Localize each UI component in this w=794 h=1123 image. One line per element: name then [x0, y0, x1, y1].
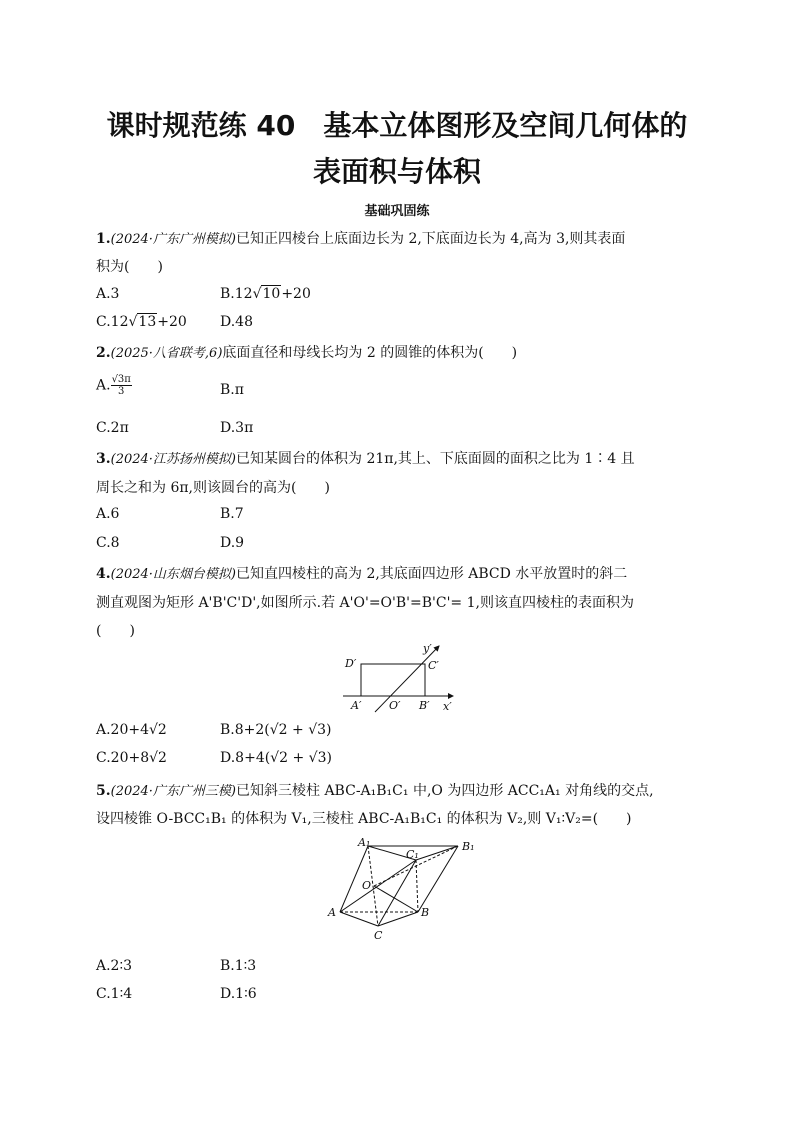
label-b: B — [421, 906, 430, 919]
rectangle-abcd — [361, 664, 425, 696]
label-c: C — [374, 929, 383, 942]
option-b-radicand: 10 — [262, 286, 281, 302]
label-c: C′ — [428, 659, 439, 672]
question-5-option-d: D.1∶6 — [220, 986, 257, 1002]
edge-ob — [374, 886, 418, 912]
question-1-line-2: 积为( ) — [96, 259, 163, 275]
question-5-text: 已知斜三棱柱 ABC-A₁B₁C₁ 中,O 为四边形 ACC₁A₁ 对角线的交点, — [236, 783, 654, 799]
question-4-line-3: ( ) — [96, 623, 135, 639]
question-4-option-c: C.20+8√2 — [96, 750, 167, 766]
question-5-option-a: A.2∶3 — [96, 958, 133, 974]
question-4-option-d: D.8+4(√2 + √3) — [220, 750, 332, 766]
question-1-option-a: A.3 — [96, 286, 120, 302]
label-x: x′ — [443, 700, 452, 713]
question-3-line-2: 周长之和为 6π,则该圆台的高为( ) — [96, 480, 330, 496]
oblique-prism-figure — [320, 836, 480, 946]
question-2-option-b: B.π — [220, 382, 244, 398]
question-3-option-a: A.6 — [96, 506, 120, 522]
option-c-coef: C.12 — [96, 314, 129, 330]
question-1-number: 1. — [96, 231, 111, 247]
edge-cb — [378, 912, 418, 926]
edge-cc1 — [378, 860, 416, 926]
question-2-option-a — [96, 374, 132, 397]
question-5-option-c: C.1∶4 — [96, 986, 133, 1002]
question-1-option-c: C.12√13+20 — [96, 314, 187, 330]
fraction-numerator: √3π — [111, 374, 131, 385]
edge-c1b1 — [416, 846, 458, 860]
question-1-text: 已知正四棱台上底面边长为 2,下底面边长为 4,高为 3,则其表面 — [236, 231, 626, 247]
question-3-line-1 — [96, 448, 635, 468]
question-2-number: 2. — [96, 345, 111, 361]
question-5-line-2: 设四棱锥 O-BCC₁B₁ 的体积为 V₁,三棱柱 ABC-A₁B₁C₁ 的体积为 V₂,则 V₁∶V₂=( ) — [96, 811, 632, 827]
question-5-line-1 — [96, 780, 654, 800]
question-4-source: (2024·山东烟台模拟) — [110, 567, 236, 582]
question-1-line-1 — [96, 228, 625, 248]
option-b-tail: +20 — [281, 286, 311, 302]
question-4-text: 已知直四棱柱的高为 2,其底面四边形 ABCD 水平放置时的斜二 — [236, 566, 628, 582]
label-d: D′ — [345, 657, 357, 670]
question-3-source: (2024·江苏扬州模拟) — [110, 452, 236, 467]
option-c-radicand: 13 — [138, 314, 157, 330]
question-2-line-1 — [96, 342, 517, 362]
question-2-option-d: D.3π — [220, 420, 254, 436]
label-a1: A₁ — [358, 836, 371, 849]
label-b: B′ — [419, 699, 430, 712]
page-title-line-2: 表面积与体积 — [312, 155, 481, 188]
question-5-option-b: B.1∶3 — [220, 958, 257, 974]
question-2-option-c: C.2π — [96, 420, 129, 436]
label-a: A′ — [351, 699, 362, 712]
question-3-number: 3. — [96, 451, 111, 467]
edge-ac — [340, 912, 378, 926]
question-4-option-b: B.8+2(√2 + √3) — [220, 722, 332, 738]
label-o: O — [362, 879, 372, 892]
question-4-option-a: A.20+4√2 — [96, 722, 167, 738]
question-3-text: 已知某圆台的体积为 21π,其上、下底面圆的面积之比为 1∶4 且 — [236, 451, 635, 467]
question-1-source: (2024·广东广州模拟) — [110, 232, 236, 247]
label-o: O′ — [389, 699, 401, 712]
question-5-source: (2024·广东广州三模) — [110, 784, 236, 799]
section-heading: 基础巩固练 — [364, 204, 430, 219]
question-1-option-b: B.12√10+20 — [220, 286, 311, 302]
question-3-option-c: C.8 — [96, 535, 120, 551]
page-title-line-1: 课时规范练 40 基本立体图形及空间几何体的 — [106, 109, 688, 142]
question-4-line-1 — [96, 563, 627, 583]
label-a: A — [328, 906, 336, 919]
option-a-prefix: A. — [96, 377, 111, 394]
question-2-source: (2025·八省联考,6) — [110, 346, 223, 361]
question-4-line-2: 测直观图为矩形 A'B'C'D',如图所示.若 A'O'=O'B'=B'C'= 1,则该直四棱柱的表面积为 — [96, 595, 634, 611]
label-c1: C₁ — [406, 848, 419, 861]
question-1-option-d: D.48 — [220, 314, 253, 330]
question-5-number: 5. — [96, 783, 111, 799]
label-b1: B₁ — [462, 840, 475, 853]
question-3-option-d: D.9 — [220, 535, 245, 551]
question-2-text: 底面直径和母线长均为 2 的圆锥的体积为( ) — [222, 345, 518, 361]
question-3-option-b: B.7 — [220, 506, 244, 522]
edge-c1b — [416, 860, 418, 912]
fraction-denominator: 3 — [118, 386, 125, 397]
option-b-coef: B.12 — [220, 286, 253, 302]
question-4-number: 4. — [96, 566, 111, 582]
option-a-fraction — [111, 374, 132, 397]
label-y: y′ — [423, 642, 432, 655]
option-c-tail: +20 — [157, 314, 187, 330]
oblique-projection-figure — [335, 638, 465, 718]
